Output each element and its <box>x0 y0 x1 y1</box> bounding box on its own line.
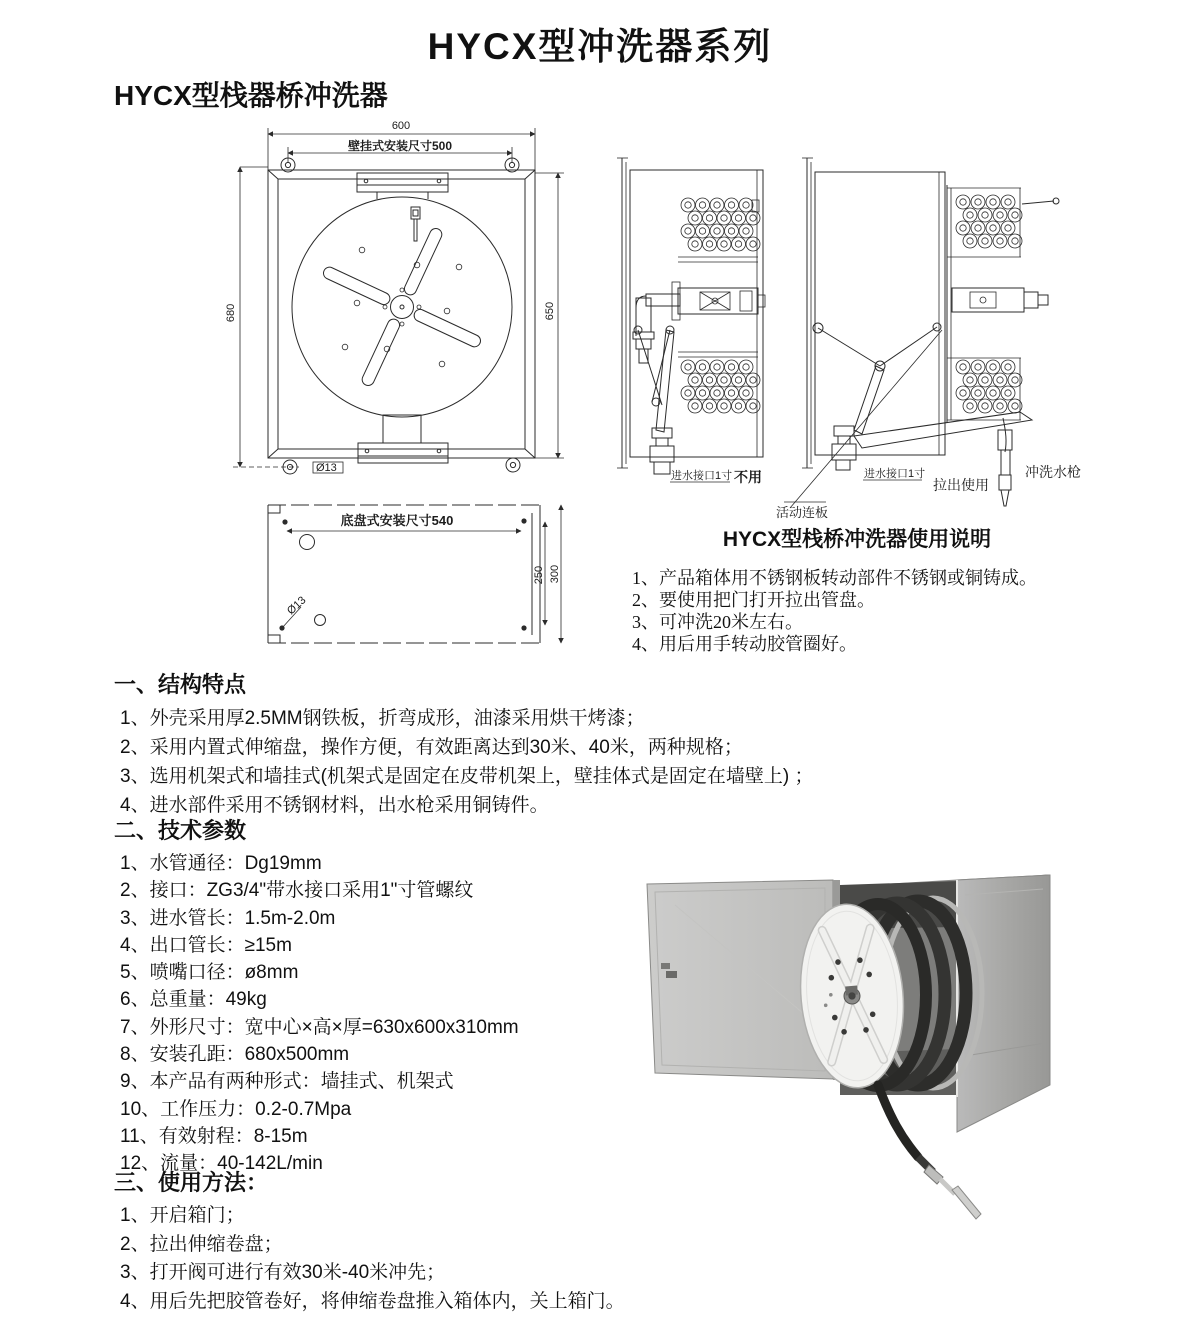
bottom-dim-300: 300 <box>549 564 561 584</box>
bottom-dim-540: 底盘式安装尺寸540 <box>340 513 454 528</box>
list-item: 1、产品箱体用不锈钢板转动部件不锈钢或铜铸成。 <box>632 568 1037 588</box>
closed-not-used-label: 不用 <box>734 469 762 485</box>
spray-gun <box>998 418 1012 506</box>
section-heading: 二、技术参数 <box>114 818 247 843</box>
list-item: 9、本产品有两种形式：墙挂式、机架式 <box>120 1071 454 1093</box>
list-item: 1、开启箱门； <box>120 1205 245 1226</box>
section-list <box>114 1202 625 1316</box>
front-dim-500: 壁挂式安装尺寸500 <box>347 139 453 153</box>
page-subtitle: HYCX型栈器桥冲洗器 <box>114 80 388 111</box>
link-plate-label: 活动连板 <box>776 505 829 520</box>
list-item: 8、安装孔距：680x500mm <box>120 1044 350 1066</box>
list-item: 10、工作压力：0.2-0.7Mpa <box>120 1098 352 1120</box>
side-view-open-drawing <box>770 130 1100 530</box>
section-list <box>114 704 814 820</box>
front-dim-680: 680 <box>225 303 237 323</box>
front-view-drawing <box>225 115 570 500</box>
list-item: 3、打开阀可进行有效30米-40米冲先； <box>120 1262 446 1283</box>
list-item: 3、选用机架式和墙挂式(机架式是固定在皮带机架上，壁挂体式是固定在墙壁上) ； <box>120 766 814 787</box>
list-item: 5、喷嘴口径：ø8mm <box>120 962 299 984</box>
list-item: 3、进水管长：1.5m-2.0m <box>120 907 336 929</box>
list-item: 4、进水部件采用不锈钢材料，出水枪采用铜铸件。 <box>120 795 549 816</box>
section-heading: 一、结构特点 <box>114 672 247 697</box>
inlet-fitting <box>650 428 674 474</box>
section-heading: 三、使用方法： <box>114 1170 269 1195</box>
bottom-view-drawing <box>225 495 575 660</box>
list-item: 1、水管通径：Dg19mm <box>120 853 322 874</box>
gun-label: 冲洗水枪 <box>1025 464 1081 480</box>
list-item: 3、可冲洗20米左右。 <box>632 612 803 632</box>
list-item: 2、要使用把门打开拉出管盘。 <box>632 590 875 610</box>
section-list <box>114 850 519 1178</box>
open-inlet-label: 进水接口1寸 <box>864 468 926 480</box>
usage-note <box>622 526 1092 655</box>
disc-holes <box>342 247 462 367</box>
swing-arm <box>634 326 674 432</box>
hose-coil-top <box>681 198 760 251</box>
list-item: 2、采用内置式伸缩盘，操作方便，有效距离达到30米、40米，两种规格； <box>120 737 743 758</box>
bottom-dim-250: 250 <box>533 565 545 585</box>
reel-slots <box>322 227 483 388</box>
door-latch <box>661 963 670 969</box>
inlet-fitting-open <box>832 426 856 470</box>
hose-coil-bottom <box>681 360 760 413</box>
front-hole-dia: Ø13 <box>316 462 337 474</box>
front-dim-600: 600 <box>391 120 411 132</box>
pulled-reel <box>947 185 1059 422</box>
section-technical-parameters <box>114 818 519 1178</box>
list-item: 7、外形尺寸：宽中心×高×厚=630x600x310mm <box>120 1016 519 1038</box>
list-item: 4、用后用手转动胶管圈好。 <box>632 634 857 654</box>
pull-out-label: 拉出使用 <box>933 477 989 493</box>
front-dim-650: 650 <box>544 301 556 321</box>
list-item: 11、有效射程：8-15m <box>120 1125 308 1147</box>
product-photo <box>635 865 1115 1250</box>
list-item: 4、出口管长：≥15m <box>120 934 292 956</box>
list-item: 2、接口：ZG3/4"带水接口采用1"寸管螺纹 <box>120 880 474 902</box>
closed-inlet-label: 进水接口1寸 <box>671 470 733 482</box>
reel-disc <box>292 197 512 417</box>
usage-heading: HYCX型栈桥冲洗器使用说明 <box>722 528 992 551</box>
bottom-hole-dia: Ø13 <box>284 594 309 618</box>
list-item: 2、拉出伸缩卷盘； <box>120 1233 283 1255</box>
mounting-ears <box>281 158 520 474</box>
list-item: 6、总重量：49kg <box>120 989 267 1011</box>
scissor-linkage <box>813 323 1032 448</box>
section-usage-method <box>114 1170 625 1316</box>
usage-list <box>622 567 1092 655</box>
list-item: 12、流量：40-142L/min <box>120 1153 323 1175</box>
section-structure-features <box>114 672 814 820</box>
list-item: 4、用后先把胶管卷好，将伸缩卷盘推入箱体内，关上箱门。 <box>120 1290 625 1312</box>
list-item: 1、外壳采用厚2.5MM钢铁板，折弯成形，油漆采用烘干烤漆； <box>120 708 645 729</box>
page-title: HYCX型冲洗器系列 <box>427 26 773 67</box>
